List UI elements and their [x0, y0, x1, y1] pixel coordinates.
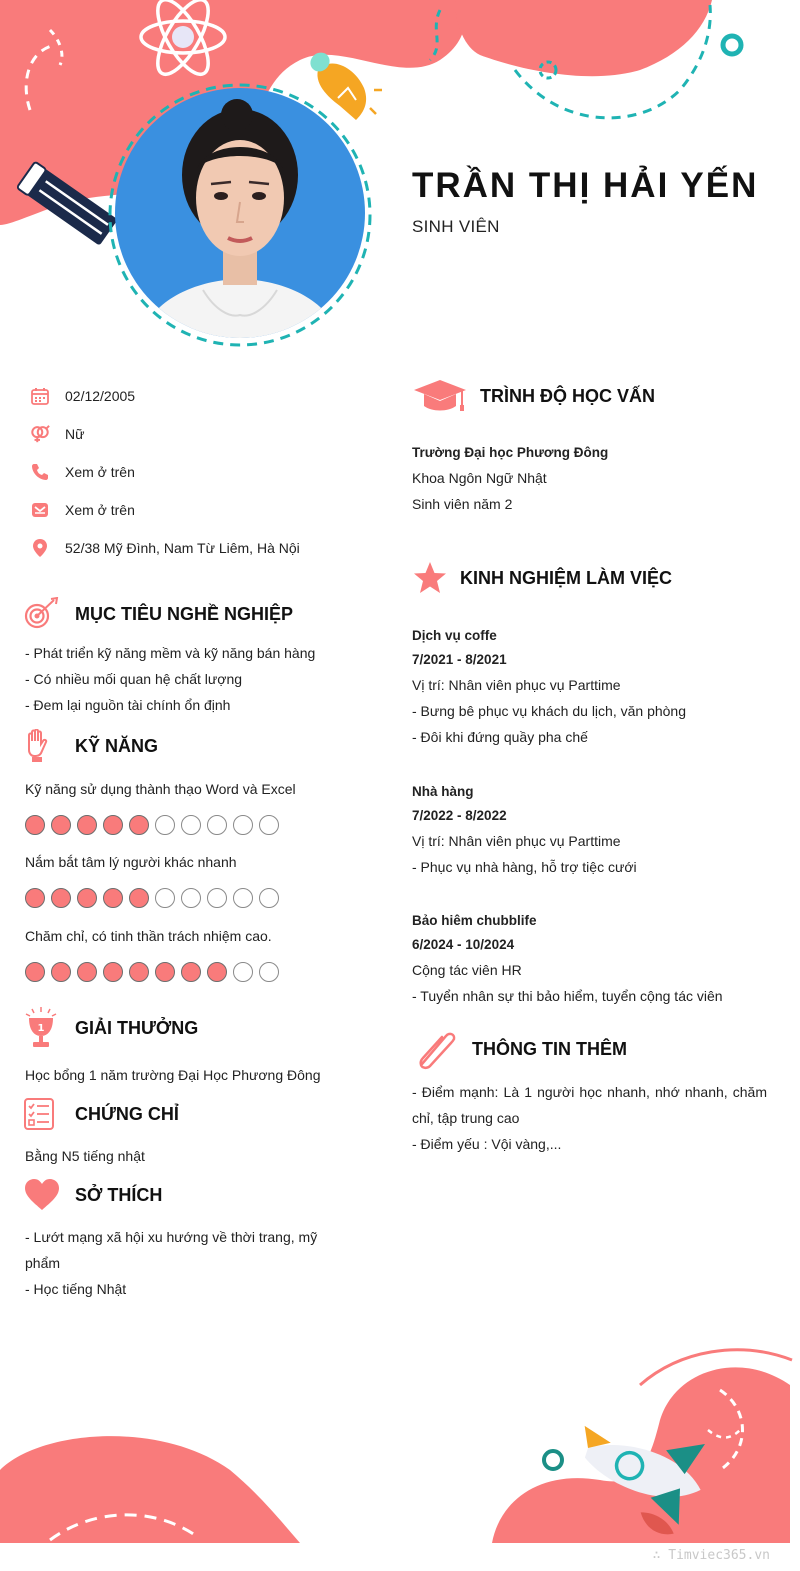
- rating-dot-filled: [51, 962, 71, 982]
- rating-dot-filled: [25, 815, 45, 835]
- rating-dot-filled: [129, 888, 149, 908]
- extra-line: - Điểm yếu : Vội vàng,...: [412, 1136, 562, 1152]
- rating-dot-filled: [103, 815, 123, 835]
- job-line: - Phục vụ nhà hàng, hỗ trợ tiệc cưới: [412, 859, 637, 875]
- rating-dot-empty: [233, 962, 253, 982]
- skill-rating: [25, 962, 279, 982]
- award-text: Học bổng 1 năm trường Đại Học Phương Đông: [25, 1067, 321, 1083]
- star-icon: [412, 560, 448, 596]
- job-company: Dịch vụ coffe: [412, 628, 497, 643]
- skill-label: Nắm bắt tâm lý người khác nhanh: [25, 854, 237, 870]
- hobby-line: - Học tiếng Nhật: [25, 1281, 127, 1297]
- objective-line: - Đem lại nguồn tài chính ổn định: [25, 697, 231, 713]
- svg-text:1: 1: [37, 1023, 45, 1034]
- job-period: 6/2024 - 10/2024: [412, 937, 515, 952]
- rating-dot-empty: [207, 815, 227, 835]
- extra-line: chỉ, tập trung cao: [412, 1110, 520, 1126]
- checklist-icon: [22, 1096, 56, 1132]
- contact-birthdate: 02/12/2005: [30, 384, 135, 408]
- education-heading: TRÌNH ĐỘ HỌC VẤN: [412, 378, 655, 414]
- contact-gender: Nữ: [30, 422, 84, 446]
- hobby-line: - Lướt mạng xã hội xu hướng về thời trang, mỹ: [25, 1229, 318, 1245]
- hand-icon: [22, 728, 52, 764]
- certificate-text: Bằng N5 tiếng nhật: [25, 1148, 145, 1164]
- location-pin-icon: [30, 538, 50, 558]
- email-icon: [30, 500, 50, 520]
- rating-dot-filled: [129, 815, 149, 835]
- paperclip-icon: [414, 1028, 458, 1070]
- contact-email: Xem ở trên: [30, 498, 135, 522]
- rating-dot-filled: [103, 962, 123, 982]
- rating-dot-empty: [233, 888, 253, 908]
- skill-rating: [25, 815, 279, 835]
- skill-rating: [25, 888, 279, 908]
- job-period: 7/2022 - 8/2022: [412, 808, 507, 823]
- experience-heading: KINH NGHIỆM LÀM VIỆC: [412, 560, 672, 596]
- job-company: Bảo hiêm chubblife: [412, 913, 537, 928]
- rating-dot-empty: [181, 888, 201, 908]
- profile-photo: [105, 80, 375, 350]
- candidate-role: SINH VIÊN: [412, 217, 500, 236]
- rating-dot-empty: [155, 815, 175, 835]
- rating-dot-empty: [259, 888, 279, 908]
- certificates-heading: CHỨNG CHỈ: [22, 1096, 179, 1132]
- phone-icon: [30, 462, 50, 482]
- extra-info-heading: THÔNG TIN THÊM: [414, 1028, 627, 1070]
- contact-phone: Xem ở trên: [30, 460, 135, 484]
- job-period: 7/2021 - 8/2021: [412, 652, 507, 667]
- hobby-line: phẩm: [25, 1255, 61, 1271]
- skill-label: Chăm chỉ, có tinh thần trách nhiệm cao.: [25, 928, 272, 944]
- rating-dot-filled: [103, 888, 123, 908]
- rating-dot-filled: [207, 962, 227, 982]
- job-line: Vị trí: Nhân viên phục vụ Parttime: [412, 677, 621, 693]
- education-faculty: Khoa Ngôn Ngữ Nhật: [412, 470, 547, 486]
- rating-dot-filled: [51, 888, 71, 908]
- skills-heading: KỸ NĂNG: [22, 728, 158, 764]
- trophy-icon: [22, 1006, 60, 1050]
- rating-dot-filled: [155, 962, 175, 982]
- rating-dot-empty: [233, 815, 253, 835]
- job-line: - Tuyển nhân sự thi bảo hiểm, tuyển cộng tác viên: [412, 988, 723, 1004]
- rating-dot-empty: [207, 888, 227, 908]
- job-line: - Đôi khi đứng quầy pha chế: [412, 729, 588, 745]
- graduation-cap-icon: [412, 378, 468, 414]
- rating-dot-filled: [25, 962, 45, 982]
- job-line: Cộng tác viên HR: [412, 962, 522, 978]
- job-company: Nhà hàng: [412, 784, 474, 799]
- objective-heading: MỤC TIÊU NGHỀ NGHIỆP: [22, 596, 293, 632]
- job-line: - Bưng bê phục vụ khách du lịch, văn phòng: [412, 703, 686, 719]
- skill-label: Kỹ năng sử dụng thành thạo Word và Excel: [25, 781, 296, 797]
- objective-line: - Có nhiều mối quan hệ chất lượng: [25, 671, 243, 687]
- rating-dot-empty: [181, 815, 201, 835]
- education-school: Trường Đại học Phương Đông: [412, 445, 609, 460]
- rating-dot-filled: [77, 962, 97, 982]
- rating-dot-filled: [25, 888, 45, 908]
- contact-address: 52/38 Mỹ Đình, Nam Từ Liêm, Hà Nội: [30, 536, 300, 560]
- awards-heading: 1 GIẢI THƯỞNG: [22, 1006, 198, 1050]
- rating-dot-filled: [77, 815, 97, 835]
- rating-dot-filled: [51, 815, 71, 835]
- rating-dot-filled: [181, 962, 201, 982]
- rating-dot-empty: [259, 962, 279, 982]
- rating-dot-empty: [155, 888, 175, 908]
- watermark: ∴ Timviec365.vn: [652, 1548, 770, 1563]
- rating-dot-filled: [129, 962, 149, 982]
- heart-icon: [22, 1177, 62, 1213]
- objective-line: - Phát triển kỹ năng mềm và kỹ năng bán hàng: [25, 645, 316, 661]
- candidate-name: TRẦN THỊ HẢI YẾN: [412, 166, 759, 205]
- gender-icon: [30, 424, 50, 444]
- extra-line: - Điểm mạnh: Là 1 người học nhanh, nhớ nhanh, chăm: [412, 1084, 767, 1100]
- target-icon: [22, 596, 60, 632]
- rating-dot-filled: [77, 888, 97, 908]
- hobbies-heading: SỞ THÍCH: [22, 1177, 162, 1213]
- education-year: Sinh viên năm 2: [412, 496, 513, 512]
- calendar-icon: [30, 386, 50, 406]
- job-line: Vị trí: Nhân viên phục vụ Parttime: [412, 833, 621, 849]
- rating-dot-empty: [259, 815, 279, 835]
